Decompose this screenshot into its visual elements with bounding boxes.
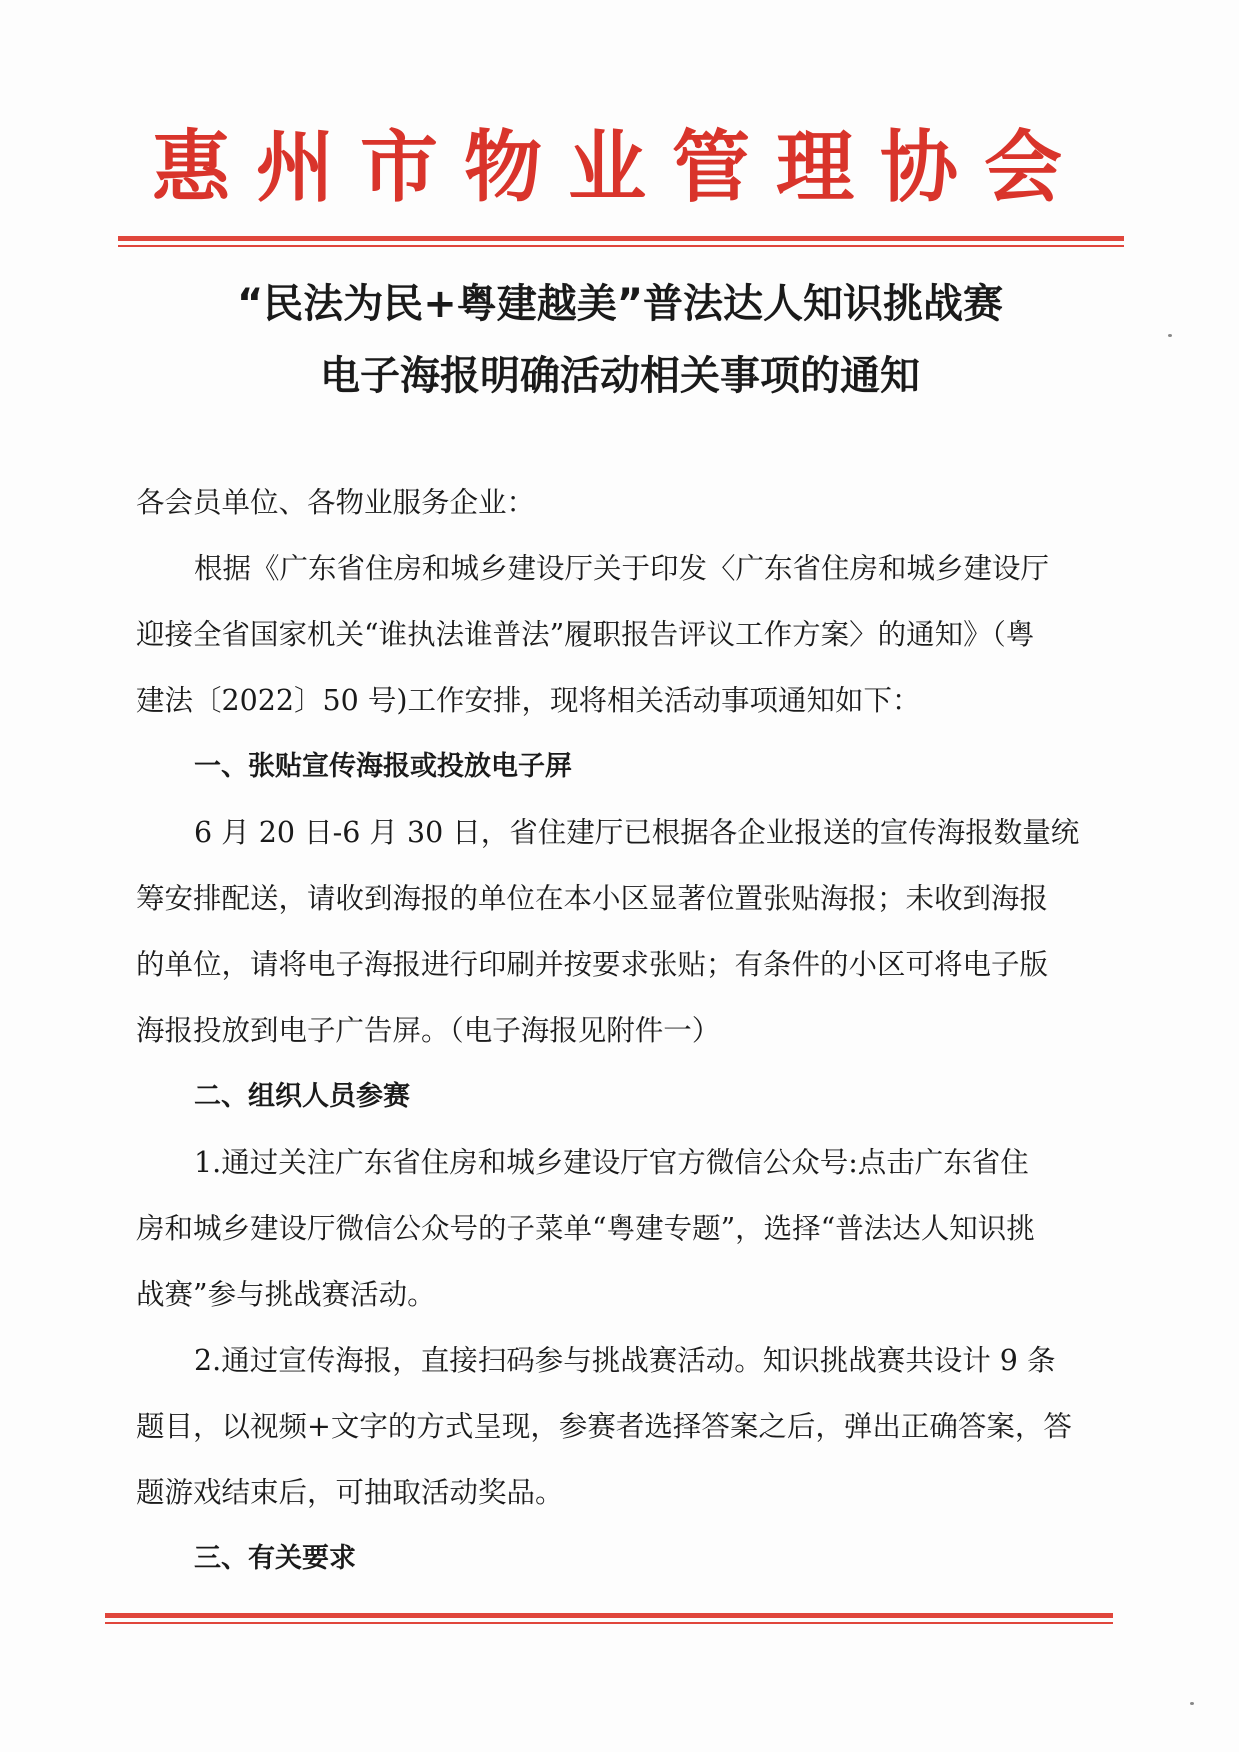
organization-letterhead: 惠州市物业管理协会 — [151, 122, 1088, 213]
section1-line: 6 月 20 日-6 月 30 日，省住建厅已根据各企业报送的宣传海报数量统 — [194, 816, 1080, 849]
section1-line: 筹安排配送，请收到海报的单位在本小区显著位置张贴海报；未收到海报 — [136, 882, 1049, 915]
intro-line: 建法〔2022〕50 号)工作安排，现将相关活动事项通知如下： — [136, 684, 921, 717]
section1-line: 海报投放到电子广告屏。（电子海报见附件一） — [136, 1014, 721, 1047]
intro-line: 迎接全省国家机关“谁执法谁普法”履职报告评议工作方案〉的通知》（粤 — [136, 618, 1035, 651]
section2-item2-line: 题目，以视频+文字的方式呈现，参赛者选择答案之后，弹出正确答案，答 — [136, 1410, 1072, 1443]
intro-line: 根据《广东省住房和城乡建设厅关于印发〈广东省住房和城乡建设厅 — [194, 552, 1050, 585]
section2-item2-line: 题游戏结束后，可抽取活动奖品。 — [136, 1476, 564, 1509]
section2-item1-line: 房和城乡建设厅微信公众号的子菜单“粤建专题”，选择“普法达人知识挑 — [136, 1212, 1035, 1245]
document-title-line-1: “民法为民+粤建越美”普法达人知识挑战赛 — [236, 281, 1004, 327]
section2-item1-line: 战赛”参与挑战赛活动。 — [136, 1278, 436, 1311]
section2-item1-line: 1.通过关注广东省住房和城乡建设厅官方微信公众号:点击广东省住 — [194, 1146, 1029, 1179]
section1-line: 的单位，请将电子海报进行印刷并按要求张贴；有条件的小区可将电子版 — [136, 948, 1049, 981]
section2-item2-line: 2.通过宣传海报，直接扫码参与挑战赛活动。知识挑战赛共设计 9 条 — [194, 1344, 1056, 1377]
scan-speck — [1168, 334, 1172, 337]
divider-thin-line — [118, 245, 1124, 247]
document-title-line-2: 电子海报明确活动相关事项的通知 — [320, 353, 920, 399]
section-heading-1: 一、张贴宣传海报或投放电子屏 — [194, 751, 572, 782]
section-heading-2: 二、组织人员参赛 — [194, 1081, 410, 1112]
document-body — [136, 470, 1082, 1592]
salutation: 各会员单位、各物业服务企业： — [136, 486, 536, 519]
divider-thick-line — [105, 1613, 1113, 1618]
divider-thick-line — [118, 236, 1124, 241]
divider-thin-line — [105, 1622, 1113, 1624]
scan-speck — [1190, 1702, 1194, 1705]
section-heading-3: 三、有关要求 — [194, 1543, 356, 1574]
